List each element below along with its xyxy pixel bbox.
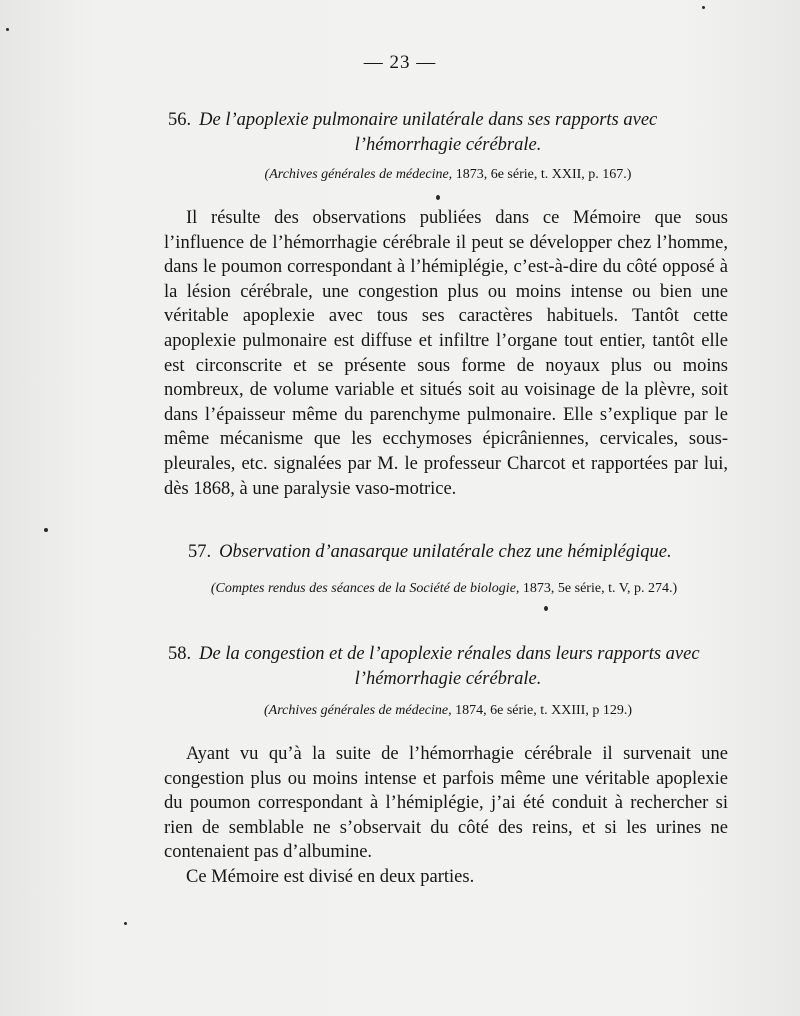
entry-57: [188, 540, 728, 565]
entry-title: De la congestion et de l’apoplexie rénales dans leurs rapports avec: [199, 644, 700, 664]
scan-speck: [44, 528, 48, 532]
entry-source: (Comptes rendus des séances de la Société de biologie, 1873, 5e série, t. V, p. 274.): [210, 581, 678, 596]
entry-title-continued: l’hémorrhagie cérébrale.: [354, 669, 542, 689]
scan-speck: [436, 195, 440, 200]
entry-56-body: [164, 206, 728, 501]
entry-body: Il résulte des observations publiées dans ce Mémoire que sous l’influence de l’hémorrhagie cérébrale il peut se développer chez l’homme, dans le poumon correspondant à l’hémiplégie, c’est-à-dire du côté opposé à la lésion cérébrale, une congestion plus ou moins intense ou bien une véritable apoplexie avec tous ses caractères habituels. Tantôt cette apoplexie pulmonaire est diffuse et infiltre l’organe tout entier, tantôt elle est circonscrite et se présente sous forme de noyaux plus ou moins nombreux, de volume variable et situés soit au voisinage de la plèvre, soit dans l’épaisseur même du parenchyme pulmonaire. Elle s’explique par le même mécanisme que les ecchymoses épicrâniennes, cervicales, sous-pleurales, etc. signalées par M. le professeur Charcot et rapportées par lui, dès 1868, à une paralysie vaso-motrice.: [164, 208, 728, 499]
scan-speck: [124, 922, 127, 925]
entry-closing: Ce Mémoire est divisé en deux parties.: [186, 866, 475, 887]
entry-number: 58.: [168, 644, 192, 664]
entry-title: Observation d’anasarque unilatérale chez une hémiplégique.: [219, 542, 672, 562]
entry-number: 56.: [168, 110, 192, 130]
source-journal: Comptes rendus des séances de la Société de biologie,: [215, 581, 520, 596]
source-details: 1873, 5e série, t. V, p. 274.): [522, 581, 678, 596]
entry-source: (Archives générales de médecine, 1874, 6e série, t. XXIII, p 129.): [263, 703, 633, 718]
source-details: 1873, 6e série, t. XXII, p. 167.): [455, 167, 632, 182]
source-details: 1874, 6e série, t. XXIII, p 129.): [455, 703, 633, 718]
scan-speck: [6, 28, 9, 31]
entry-56: [168, 108, 728, 186]
entry-57-source: [160, 578, 728, 600]
entry-heading: [188, 540, 728, 565]
entry-58-body: [164, 742, 728, 890]
scan-speck: [702, 6, 705, 9]
source-journal: Archives générales de médecine,: [269, 167, 453, 182]
entry-58: [168, 642, 728, 722]
source-journal: Archives générales de médecine,: [268, 703, 452, 718]
entry-source: (Archives générales de médecine, 1873, 6e série, t. XXII, p. 167.): [264, 167, 632, 182]
scan-speck: [544, 606, 548, 611]
entry-number: 57.: [188, 542, 212, 562]
entry-heading: [168, 642, 728, 667]
entry-body: Ayant vu qu’à la suite de l’hémorrhagie cérébrale il survenait une congestion plus ou moins intense et parfois même une véritable apoplexie du poumon correspondant à l’hémiplégie, j’ai été conduit à rechercher si rien de semblable ne s’observait du côté des reins, et si les urines ne contenaient pas d’albumine.: [164, 744, 728, 863]
page-number: — 23 —: [363, 52, 437, 73]
entry-title: De l’apoplexie pulmonaire unilatérale dans ses rapports avec: [199, 110, 658, 130]
entry-title-continued: l’hémorrhagie cérébrale.: [354, 135, 542, 155]
entry-heading: [168, 108, 728, 133]
